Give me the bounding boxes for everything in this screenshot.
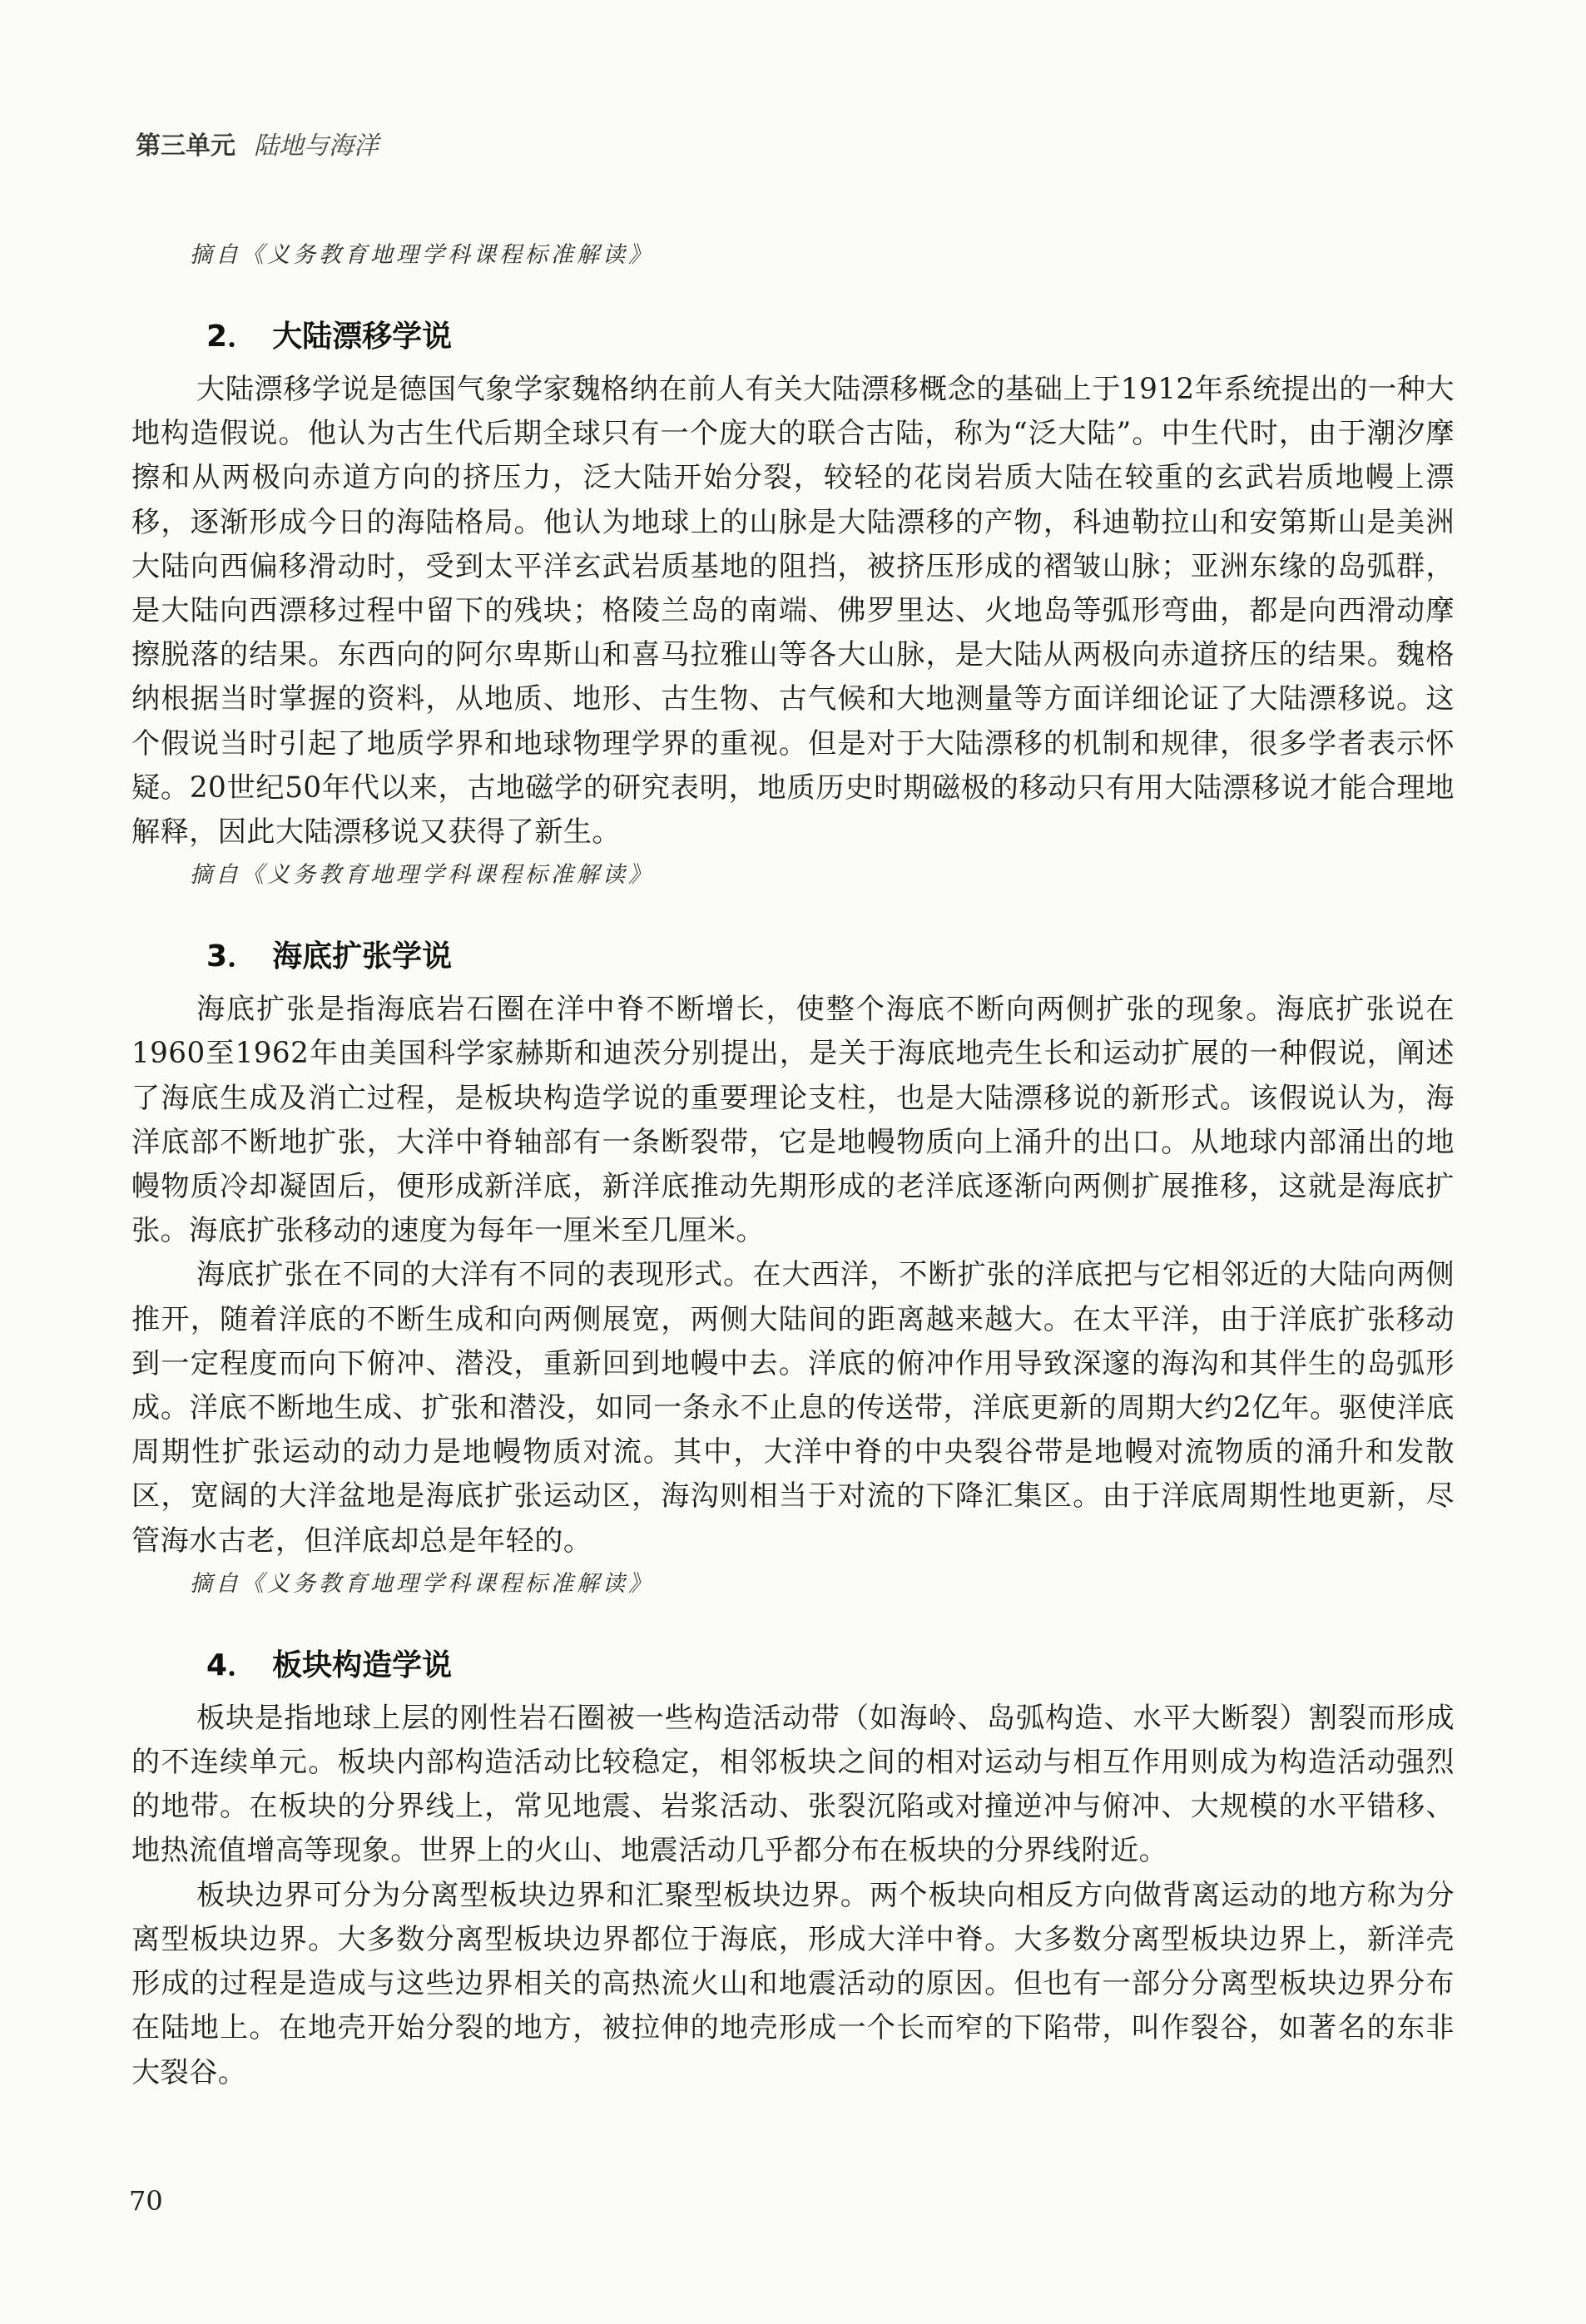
source-citation: 摘自《义务教育地理学科课程标准解读》 — [190, 242, 654, 268]
paragraph: 板块边界可分为分离型板块边界和汇聚型板块边界。两个板块向相反方向做背离运动的地方称为分离型板块边界。大多数分离型板块边界都位于海底，形成大洋中脊。大多数分离型板块边界上，新洋壳形成的过程是造成与这些边界相关的高热流火山和地震活动的原因。但也有一部分分离型板块边界分布在陆地上。在地壳开始分裂的地方，被拉伸的地壳形成一个长而窄的下陷带，叫作裂谷，如著名的东非大裂谷。 — [131, 1878, 1455, 2089]
source-citation: 摘自《义务教育地理学科课程标准解读》 — [190, 862, 654, 889]
section-title-seafloor-spreading — [131, 938, 1455, 976]
page-number: 70 — [129, 2185, 163, 2217]
section-title-text: 大陆漂移学说 — [272, 320, 453, 354]
unit-label: 第三单元 — [136, 132, 235, 160]
section-title-text: 海底扩张学说 — [272, 939, 453, 974]
page-content — [131, 225, 1455, 2095]
section-title-plate-tectonics — [131, 1647, 1455, 1685]
source-citation: 摘自《义务教育地理学科课程标准解读》 — [190, 1570, 654, 1597]
section-number: 4． — [206, 1648, 258, 1682]
section-title-continental-drift — [131, 318, 1455, 356]
section-number: 3． — [206, 939, 258, 974]
paragraph: 海底扩张在不同的大洋有不同的表现形式。在大西洋，不断扩张的洋底把与它相邻近的大陆向两侧推开，随着洋底的不断生成和向两侧展宽，两侧大陆间的距离越来越大。在太平洋，由于洋底扩张移动到一定程度而向下俯冲、潜没，重新回到地幔中去。洋底的俯冲作用导致深邃的海沟和其伴生的岛弧形成。洋底不断地生成、扩张和潜没，如同一条永不止息的传送带，洋底更新的周期大约2亿年。驱使洋底周期性扩张运动的动力是地幔物质对流。其中，大洋中脊的中央裂谷带是地幔对流物质的涌升和发散区，宽阔的大洋盆地是海底扩张运动区，海沟则相当于对流的下降汇集区。由于洋底周期性地更新，尽管海水古老，但洋底却总是年轻的。 — [131, 1258, 1455, 1558]
section-number: 2． — [206, 320, 258, 354]
paragraph: 大陆漂移学说是德国气象学家魏格纳在前人有关大陆漂移概念的基础上于1912年系统提出的一种大地构造假说。他认为古生代后期全球只有一个庞大的联合古陆，称为“泛大陆”。中生代时，由于潮汐摩擦和从两极向赤道方向的挤压力，泛大陆开始分裂，较轻的花岗岩质大陆在较重的玄武岩质地幔上漂移，逐渐形成今日的海陆格局。他认为地球上的山脉是大陆漂移的产物，科迪勒拉山和安第斯山是美洲大陆向西偏移滑动时，受到太平洋玄武岩质基地的阻挡，被挤压形成的褶皱山脉；亚洲东缘的岛弧群，是大陆向西漂移过程中留下的残块；格陵兰岛的南端、佛罗里达、火地岛等弧形弯曲，都是向西滑动摩擦脱落的结果。东西向的阿尔卑斯山和喜马拉雅山等各大山脉，是大陆从两极向赤道挤压的结果。魏格纳根据当时掌握的资料，从地质、地形、古生物、古气候和大地测量等方面详细论证了大陆漂移说。这个假说当时引起了地质学界和地球物理学界的重视。但是对于大陆漂移的机制和规律，很多学者表示怀疑。20世纪50年代以来，古地磁学的研究表明，地质历史时期磁极的移动只有用大陆漂移说才能合理地解释，因此大陆漂移说又获得了新生。 — [131, 373, 1455, 850]
paragraph: 板块是指地球上层的刚性岩石圈被一些构造活动带（如海岭、岛弧构造、水平大断裂）割裂而形成的不连续单元。板块内部构造活动比较稳定，相邻板块之间的相对运动与相互作用则成为构造活动强烈的地带。在板块的分界线上，常见地震、岩浆活动、张裂沉陷或对撞逆冲与俯冲、大规模的水平错移、地热流值增高等现象。世界上的火山、地震活动几乎都分布在板块的分界线附近。 — [131, 1701, 1455, 1868]
section-title-text: 板块构造学说 — [272, 1648, 453, 1682]
unit-topic: 陆地与海洋 — [254, 131, 379, 161]
running-head — [136, 131, 379, 161]
paragraph: 海底扩张是指海底岩石圈在洋中脊不断增长，使整个海底不断向两侧扩张的现象。海底扩张说在1960至1962年由美国科学家赫斯和迪茨分别提出，是关于海底地壳生长和运动扩展的一种假说，阐述了海底生成及消亡过程，是板块构造学说的重要理论支柱，也是大陆漂移说的新形式。该假说认为，海洋底部不断地扩张，大洋中脊轴部有一条断裂带，它是地幔物质向上涌升的出口。从地球内部涌出的地幔物质冷却凝固后，便形成新洋底，新洋底推动先期形成的老洋底逐渐向两侧扩展推移，这就是海底扩张。海底扩张移动的速度为每年一厘米至几厘米。 — [131, 993, 1455, 1248]
